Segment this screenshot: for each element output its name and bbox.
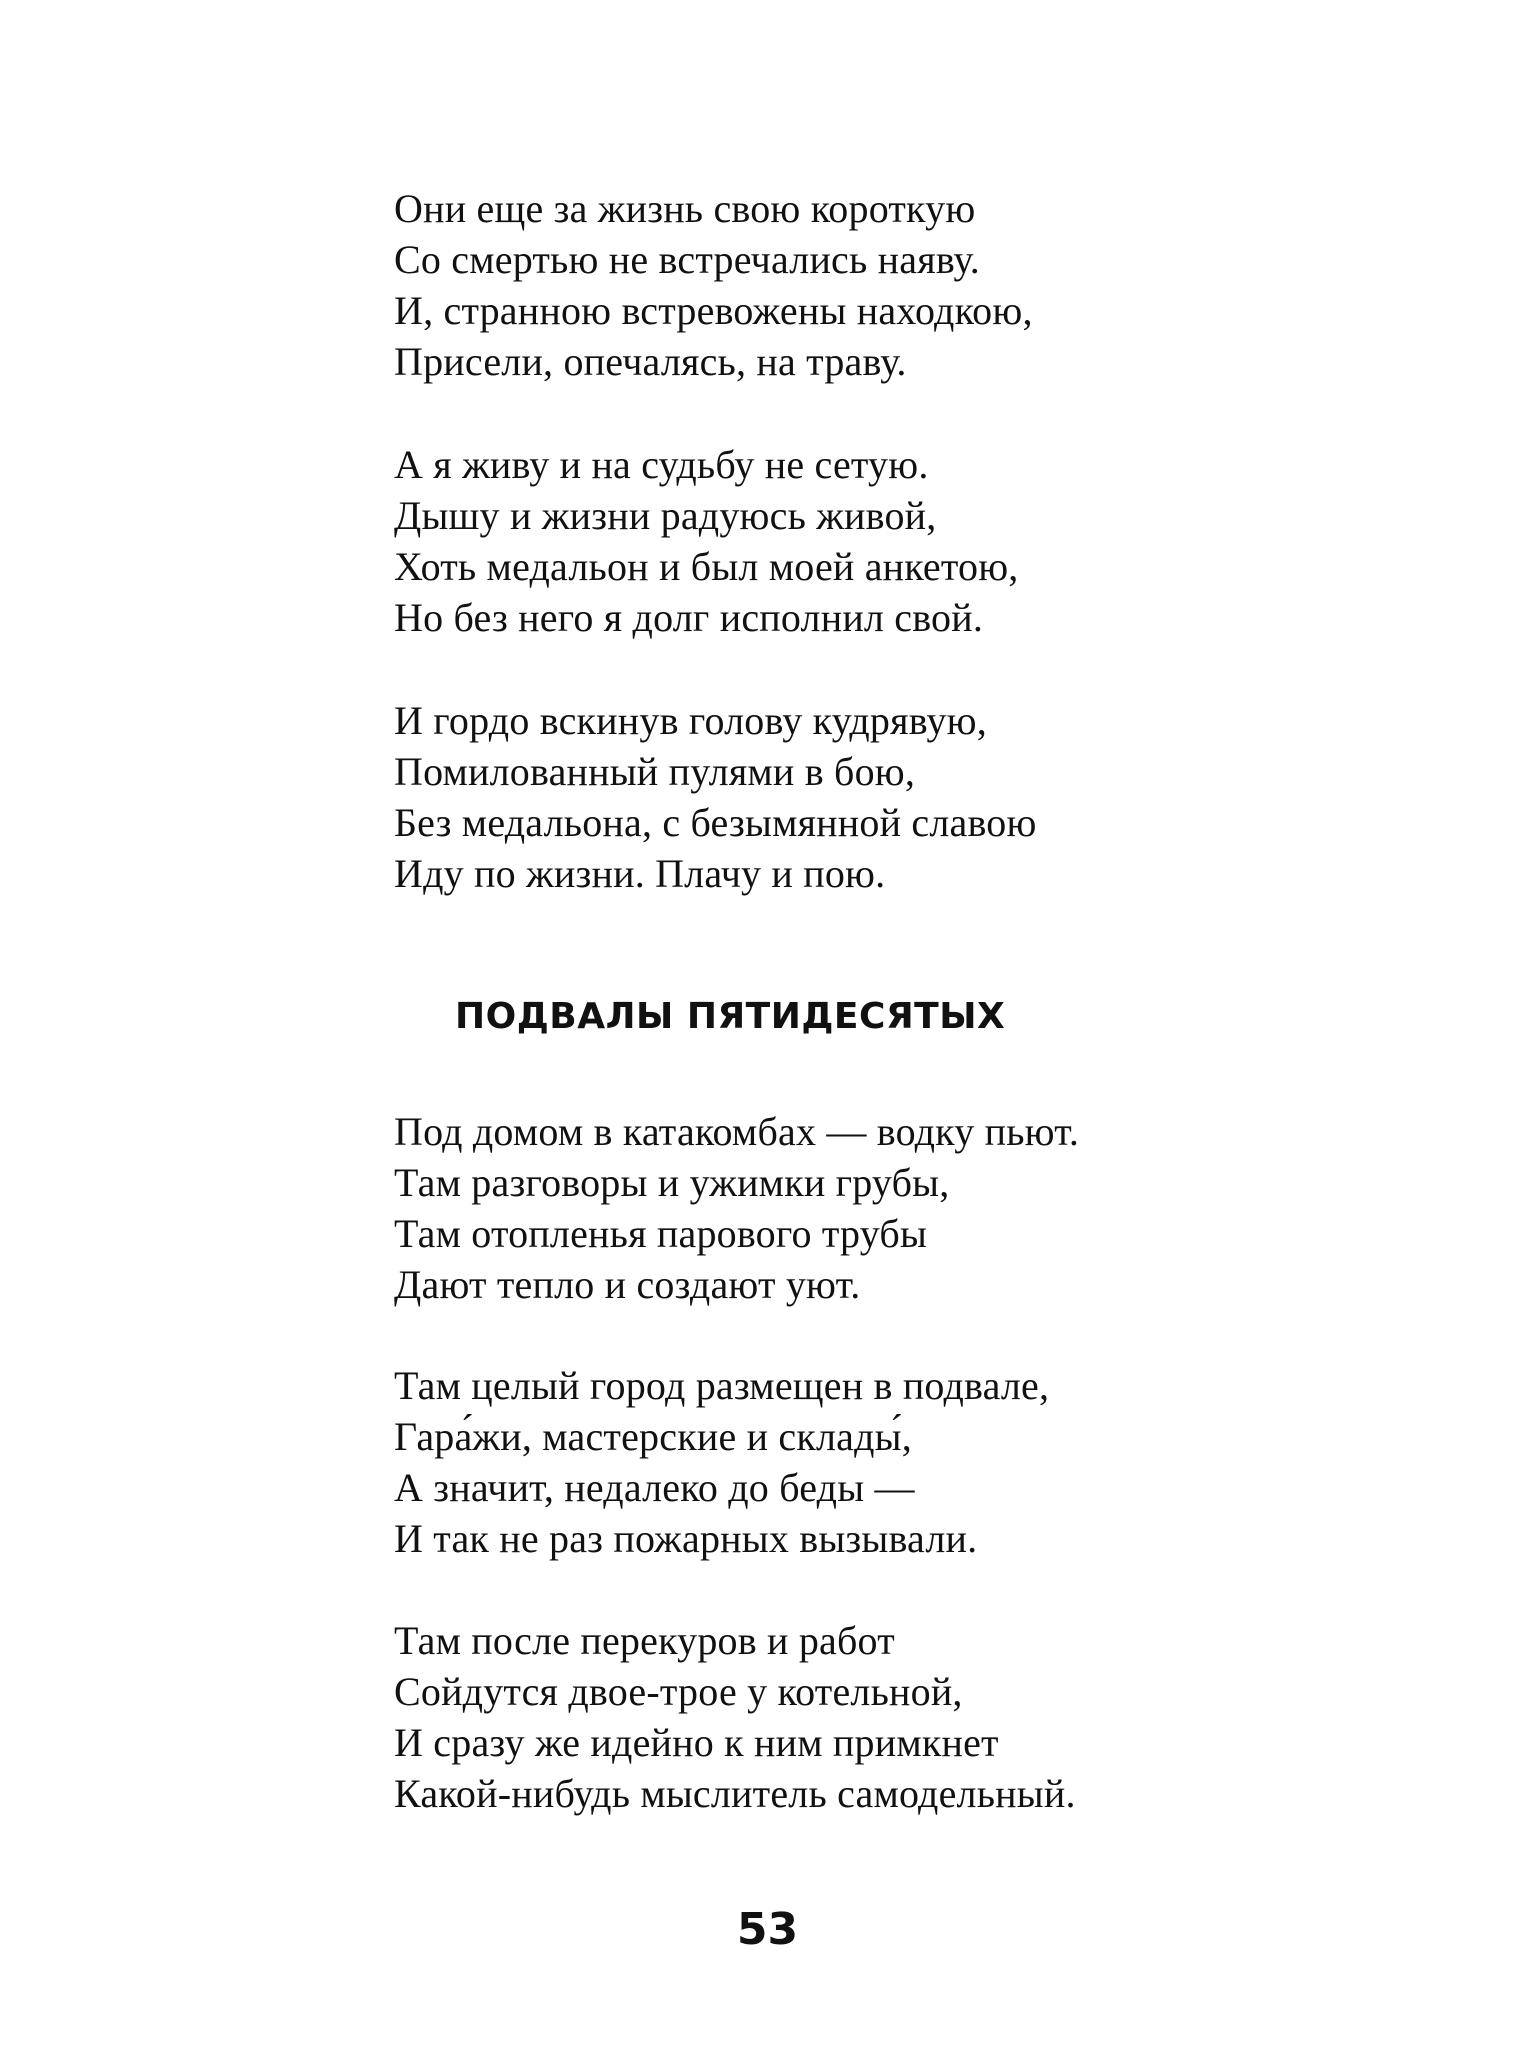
stanza — [394, 183, 1394, 387]
verse-line: Какой-нибудь мыслитель самодельный. — [394, 1771, 1076, 1816]
stanza — [394, 439, 1394, 643]
stanza — [394, 1360, 1394, 1564]
verse-line: Дышу и жизни радуюсь живой, — [394, 493, 937, 538]
verse-line: Там отопленья парового трубы — [394, 1211, 928, 1256]
verse-line: Помилованный пулями в бою, — [394, 749, 916, 794]
verse-line: Сойдутся двое-трое у котельной, — [394, 1669, 963, 1714]
verse-line: И сразу же идейно к ним примкнет — [394, 1720, 999, 1765]
verse-line: А я живу и на судьбу не сетую. — [394, 442, 929, 487]
stanza — [394, 695, 1394, 899]
verse-line: Они еще за жизнь свою короткую — [394, 186, 976, 231]
verse-line: Дают тепло и создают уют. — [394, 1262, 861, 1307]
verse-line: Там целый город размещен в подвале, — [394, 1363, 1050, 1408]
verse-line: И, странною встревожены находкою, — [394, 288, 1033, 333]
verse-line: Там разговоры и ужимки грубы, — [394, 1160, 950, 1205]
verse-line: А значит, недалеко до беды — — [394, 1465, 915, 1510]
verse-line: Присели, опечалясь, на траву. — [394, 339, 907, 384]
verse-line: Но без него я долг исполнил свой. — [394, 595, 984, 640]
verse-line: Под домом в катакомбах — водку пьют. — [394, 1109, 1080, 1154]
verse-line: Гара́жи, мастерские и склады́, — [394, 1414, 912, 1459]
stanza — [394, 1106, 1394, 1310]
verse-line: Без медальона, с безымянной славою — [394, 800, 1037, 845]
verse-line: Иду по жизни. Плачу и пою. — [394, 851, 886, 896]
verse-line: Со смертью не встречались наяву. — [394, 237, 980, 282]
page-number: 53 — [736, 1904, 799, 1955]
poem-title: ПОДВАЛЫ ПЯТИДЕСЯТЫХ — [455, 996, 1006, 1037]
verse-line: И так не раз пожарных вызывали. — [394, 1516, 978, 1561]
verse-line: Хоть медальон и был моей анкетою, — [394, 544, 1019, 589]
stanza — [394, 1615, 1394, 1819]
verse-line: Там после перекуров и работ — [394, 1618, 895, 1663]
verse-line: И гордо вскинув голову кудрявую, — [394, 698, 987, 743]
